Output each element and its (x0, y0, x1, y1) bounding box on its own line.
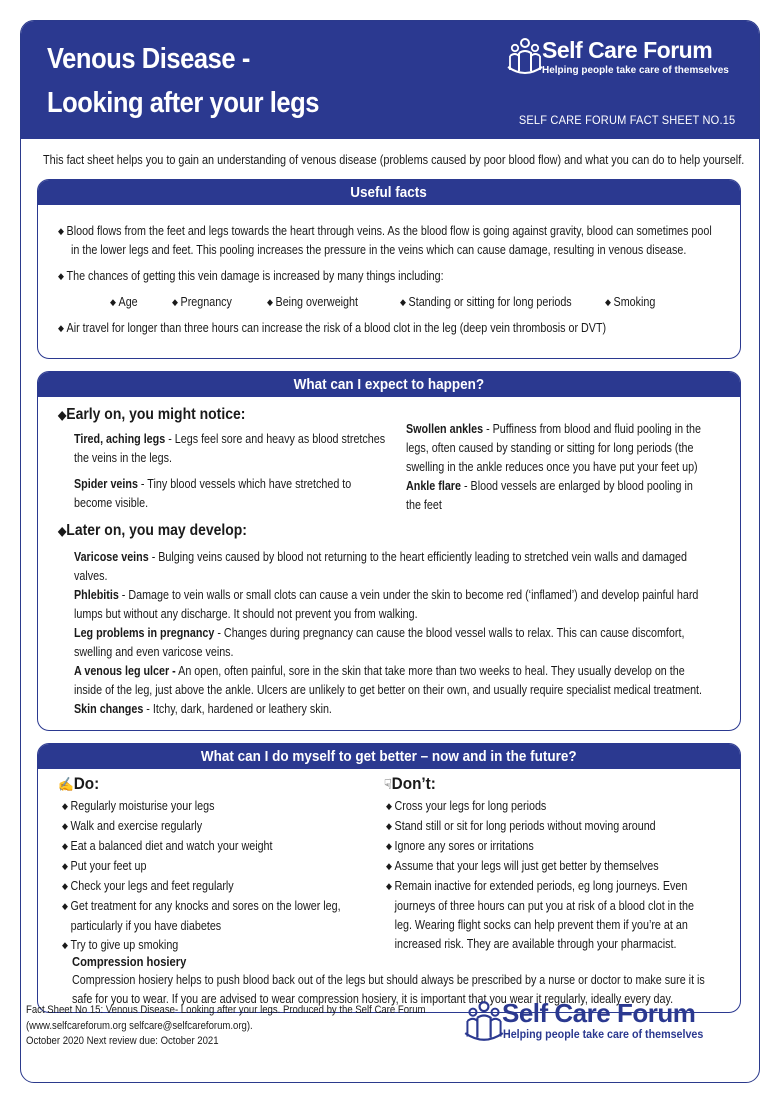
fact-2: ◆ The chances of getting this vein damage is increased by many things including: (58, 269, 444, 283)
do-heading: ✍Do: (58, 774, 100, 793)
section-heading: Useful facts (38, 180, 740, 205)
diamond-bullet-icon: ◆ (386, 881, 392, 891)
ankle-flare-item: Ankle flare - Blood vessels are enlarged by blood pooling in (406, 479, 693, 493)
early-heading: ◆Early on, you might notice: (58, 406, 246, 423)
later-heading: ◆Later on, you may develop: (58, 522, 247, 539)
self-care-section (37, 743, 741, 1013)
list-item-continued: increased risk. They are available through your pharmacist. (394, 937, 677, 951)
fact-1-continued: in the lower legs and feet. This pooling increases the pressure in the veins which can cause damage, resulting in venous disease. (71, 243, 687, 257)
list-item: ◆ Walk and exercise regularly (62, 819, 203, 833)
list-item: ◆ Stand still or sit for long periods without moving around (386, 819, 656, 833)
list-item: ◆ Check your legs and feet regularly (62, 879, 234, 893)
fact-sheet-page (20, 20, 760, 1083)
title-line-1: Venous Disease - (47, 43, 250, 75)
diamond-bullet-icon: ◆ (58, 524, 67, 538)
diamond-bullet-icon: ◆ (386, 841, 392, 851)
hosiery-text: Compression hosiery helps to push blood back out of the legs but should always be prescribed by a nurse or doctor to make sure it is (72, 973, 705, 987)
list-item-continued: leg. Wearing flight socks can help prevent them if you’re at an (394, 918, 688, 932)
thumbs-down-icon: ☟ (384, 776, 392, 792)
section-heading: What can I expect to happen? (38, 372, 740, 397)
list-item: ◆ Cross your legs for long periods (386, 799, 547, 813)
brand-logo-top (507, 37, 747, 77)
footer-line: Fact Sheet No 15: Venous Disease- Looking after your legs. Produced by the Self Care Forum (26, 1004, 426, 1016)
list-item: ◆ Try to give up smoking (62, 938, 179, 952)
diamond-bullet-icon: ◆ (386, 861, 392, 871)
brand-name: Self Care Forum (542, 37, 713, 63)
list-item: ◆ Remain inactive for extended periods, eg long journeys. Even (386, 879, 688, 893)
diamond-bullet-icon: ◆ (110, 297, 116, 307)
brand-tagline: Helping people take care of themselves (542, 64, 729, 76)
diamond-bullet-icon: ◆ (400, 297, 406, 307)
footer-credits (26, 1003, 426, 1050)
diamond-bullet-icon: ◆ (386, 801, 392, 811)
header-banner (21, 21, 760, 139)
diamond-bullet-icon: ◆ (62, 801, 68, 811)
diamond-bullet-icon: ◆ (58, 226, 64, 236)
diamond-bullet-icon: ◆ (62, 861, 68, 871)
brand-tagline: Helping people take care of themselves (503, 1029, 704, 1041)
factor-item: ◆ Pregnancy (172, 295, 232, 309)
dont-list (386, 797, 741, 954)
diamond-bullet-icon: ◆ (172, 297, 178, 307)
list-item: ◆ Ignore any sores or irritations (386, 839, 534, 853)
diamond-bullet-icon: ◆ (58, 408, 67, 422)
factor-item: ◆ Being overweight (267, 295, 359, 309)
people-logo-icon (507, 37, 543, 75)
varicose-veins-item: Varicose veins - Bulging veins caused by blood not returning to the heart efficiently leading to stretched vein walls and damaged (74, 550, 687, 564)
diamond-bullet-icon: ◆ (58, 271, 64, 281)
swollen-ankles-continued: swelling in the ankle reduces once you have put your feet up) (406, 460, 698, 474)
phlebitis-continued: lumps but without any discharge. It should not prevent you from walking. (74, 607, 418, 621)
diamond-bullet-icon: ◆ (58, 323, 64, 333)
hosiery-text-continued: safe for you to wear. If you are advised to wear compression hosiery, it is important that you wear it regularly, ideally every day. (72, 992, 674, 1006)
spider-veins-continued: become visible. (74, 496, 149, 510)
skin-changes-item: Skin changes - Itchy, dark, hardened or leathery skin. (74, 702, 332, 716)
tired-legs-continued: the veins in the legs. (74, 451, 173, 465)
swollen-ankles-continued: legs, often caused by standing or sitting for long periods (the (406, 441, 694, 455)
page-title (47, 37, 319, 125)
diamond-bullet-icon: ◆ (605, 297, 611, 307)
diamond-bullet-icon: ◆ (62, 821, 68, 831)
footer-line: October 2020 Next review due: October 2021 (26, 1035, 219, 1047)
fact-1: ◆ Blood flows from the feet and legs towards the heart through veins. As the blood flow is going against gravity, blood can sometimes pool (58, 224, 712, 238)
expect-section (37, 371, 741, 731)
swollen-ankles-item: Swollen ankles - Puffiness from blood and fluid pooling in the (406, 422, 702, 436)
do-list (62, 797, 386, 956)
dont-heading: ☟Don’t: (384, 774, 436, 793)
list-item: ◆ Assume that your legs will just get better by themselves (386, 859, 659, 873)
hosiery-heading: Compression hosiery (72, 954, 187, 969)
factor-item: ◆ Smoking (605, 295, 656, 309)
pregnancy-item: Leg problems in pregnancy - Changes during pregnancy can cause the blood vessel walls to relax. This can cause discomfort, (74, 626, 685, 640)
brand-name: Self Care Forum (502, 998, 696, 1028)
useful-facts-section (37, 179, 741, 359)
people-logo-icon (464, 1000, 504, 1042)
factor-item: ◆ Age (110, 295, 138, 309)
factor-item: ◆ Standing or sitting for long periods (400, 295, 572, 309)
brand-logo-bottom (464, 1000, 734, 1046)
fact-3: ◆ Air travel for longer than three hours can increase the risk of a blood clot in the leg (deep vein thrombosis or DVT) (58, 321, 607, 335)
intro-text: This fact sheet helps you to gain an understanding of venous disease (problems caused by poor blood flow) and what you can do to help yourself. (43, 153, 745, 167)
fact-sheet-number: SELF CARE FORUM FACT SHEET NO.15 (518, 113, 735, 127)
list-item: ◆ Get treatment for any knocks and sores on the lower leg, (62, 899, 341, 913)
diamond-bullet-icon: ◆ (62, 881, 68, 891)
title-line-2: Looking after your legs (47, 87, 320, 119)
list-item-continued: particularly if you have diabetes (70, 919, 222, 933)
diamond-bullet-icon: ◆ (62, 901, 68, 911)
spider-veins-item: Spider veins - Tiny blood vessels which have stretched to (74, 477, 352, 491)
list-item: ◆ Eat a balanced diet and watch your weight (62, 839, 273, 853)
list-item-continued: journeys of three hours can put you at risk of a blood clot in the (394, 899, 694, 913)
varicose-veins-continued: valves. (74, 569, 108, 583)
section-heading: What can I do myself to get better – now and in the future? (38, 744, 740, 769)
list-item: ◆ Put your feet up (62, 859, 147, 873)
tired-legs-item: Tired, aching legs - Legs feel sore and heavy as blood stretches (74, 432, 386, 446)
pregnancy-continued: swelling and even varicose veins. (74, 645, 234, 659)
writing-hand-icon: ✍ (58, 776, 74, 792)
list-item: ◆ Regularly moisturise your legs (62, 799, 215, 813)
diamond-bullet-icon: ◆ (386, 821, 392, 831)
diamond-bullet-icon: ◆ (62, 940, 68, 950)
diamond-bullet-icon: ◆ (267, 297, 273, 307)
diamond-bullet-icon: ◆ (62, 841, 68, 851)
leg-ulcer-item: A venous leg ulcer - An open, often painful, sore in the skin that take more than two weeks to heal. They usually develop on the (74, 664, 685, 678)
leg-ulcer-continued: inside of the leg, just above the ankle. Ulcers are unlikely to get better on their own, and usually require specialist medical treatment. (74, 683, 703, 697)
phlebitis-item: Phlebitis - Damage to vein walls or small clots can cause a vein under the skin to become red (‘inflamed’) and develop painful hard (74, 588, 699, 602)
footer-line: (www.selfcareforum.org selfcare@selfcareforum.org). (26, 1019, 253, 1032)
ankle-flare-continued: the feet (406, 498, 442, 512)
